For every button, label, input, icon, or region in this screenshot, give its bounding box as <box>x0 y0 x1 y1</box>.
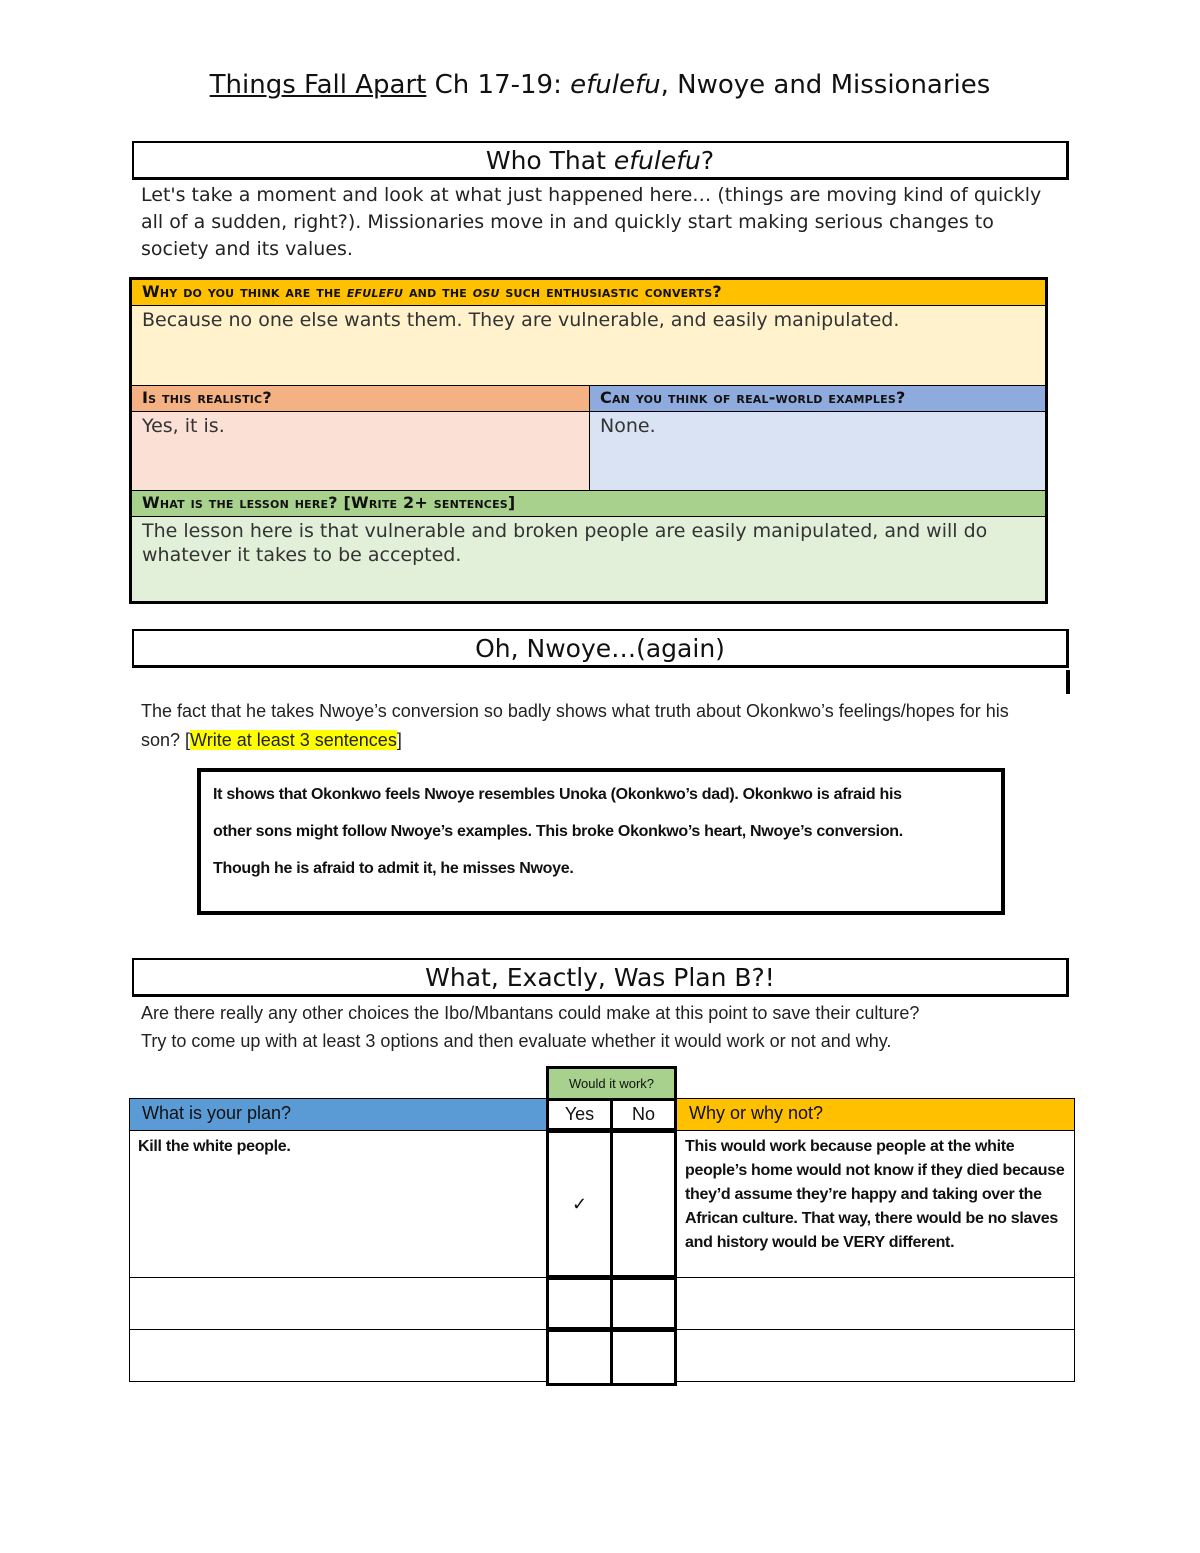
q3-label: Can you think of real-world examples? <box>600 388 906 407</box>
row-2-plan-text <box>130 1278 546 1286</box>
q4-answer: The lesson here is that vulnerable and broken people are easily manipulated, and will do whatever it takes to be accepted. <box>142 520 988 566</box>
q1-label-c: such enthusiastic converts? <box>499 282 722 301</box>
section3-intro <box>141 999 1101 1055</box>
table-row-3-no[interactable] <box>610 1329 677 1386</box>
col-why-label: Why or why not? <box>689 1103 824 1123</box>
table-row-2-why[interactable] <box>676 1277 1075 1330</box>
term-efulefu: efulefu <box>570 70 661 100</box>
q2-answer-field[interactable] <box>131 411 590 491</box>
q4-answer-field[interactable] <box>131 516 1046 602</box>
q2-header <box>131 385 590 412</box>
q1-label-term1: efulefu <box>346 282 404 301</box>
answer-line: Though he is afraid to admit it, he misses Nwoye. <box>213 860 574 877</box>
section2-prompt <box>141 697 1051 755</box>
row-3-plan-text <box>130 1330 546 1338</box>
prompt-text: The fact that he takes Nwoye’s conversion so badly shows what truth about Okonkwo’s feelings/hopes for his son? [ <box>141 701 1009 750</box>
question-grid <box>129 277 1048 604</box>
table-row-3-plan[interactable] <box>129 1329 547 1382</box>
table-row-1-no[interactable] <box>610 1130 677 1278</box>
book-title: Things Fall Apart <box>209 70 427 100</box>
text-cursor-mark <box>1066 670 1070 694</box>
heading-oh-nwoye-text: Oh, Nwoye…(again) <box>475 633 725 663</box>
col-plan-label: What is your plan? <box>142 1103 292 1123</box>
q4-header <box>131 490 1046 517</box>
section-heading-who-that-efulefu <box>132 141 1069 180</box>
table-row-3-yes[interactable] <box>546 1329 613 1386</box>
heading-prefix: Who That <box>485 145 606 175</box>
table-row-1-yes[interactable] <box>546 1130 613 1278</box>
intro-line-1: Are there really any other choices the Ibo/Mbantans could make at this point to save their culture? <box>141 1003 920 1023</box>
row-1-plan-text: Kill the white people. <box>138 1138 291 1155</box>
col-yes-label: Yes <box>564 1104 595 1124</box>
q3-answer: None. <box>600 415 656 437</box>
q3-header <box>589 385 1046 412</box>
prompt-highlight: Write at least 3 sentences <box>190 730 397 750</box>
would-it-work-header <box>546 1066 677 1101</box>
table-row-2-no[interactable] <box>610 1277 677 1330</box>
q3-answer-field[interactable] <box>589 411 1046 491</box>
heading-plan-b-text: What, Exactly, Was Plan B?! <box>425 962 775 992</box>
would-it-work-label: Would it work? <box>568 1076 654 1091</box>
q2-answer: Yes, it is. <box>142 415 225 437</box>
q1-label-b: and the <box>403 282 473 301</box>
col-no-header <box>610 1098 677 1131</box>
row-3-why-text <box>677 1330 1074 1338</box>
check-icon: ✓ <box>571 1194 588 1214</box>
q1-answer-field[interactable] <box>131 305 1046 386</box>
heading-suffix: ? <box>700 145 715 175</box>
section-heading-plan-b <box>132 958 1069 997</box>
section-heading-oh-nwoye <box>132 629 1069 668</box>
q1-header <box>131 279 1046 306</box>
heading-term: efulefu <box>613 145 701 175</box>
table-row-3-why[interactable] <box>676 1329 1075 1382</box>
col-plan-header <box>129 1098 547 1131</box>
chapters-label: Ch 17-19: <box>426 70 571 100</box>
page-title <box>0 70 1200 100</box>
table-row-1-why[interactable] <box>676 1130 1075 1278</box>
section1-intro: Let's take a moment and look at what just happened here… (things are moving kind of quickly all of a sudden, right?). Missionaries move in and quickly start making serious changes to society and its values. <box>141 184 1042 260</box>
table-row-1-plan[interactable] <box>129 1130 547 1278</box>
prompt-end: ] <box>396 730 402 750</box>
nwoye-answer-box[interactable] <box>197 768 1005 915</box>
q1-label-term2: osu <box>472 282 500 301</box>
table-row-2-yes[interactable] <box>546 1277 613 1330</box>
answer-line: It shows that Okonkwo feels Nwoye resembles Unoka (Okonkwo’s dad). Okonkwo is afraid his <box>213 786 902 803</box>
q1-answer: Because no one else wants them. They are vulnerable, and easily manipulated. <box>142 309 900 331</box>
col-no-label: No <box>631 1104 655 1124</box>
intro-line-2: Try to come up with at least 3 options and then evaluate whether it would work or not and why. <box>141 1031 892 1051</box>
table-row-2-plan[interactable] <box>129 1277 547 1330</box>
title-rest: , Nwoye and Missionaries <box>660 70 991 100</box>
answer-line: other sons might follow Nwoye’s examples. This broke Okonkwo’s heart, Nwoye’s conversion. <box>213 823 903 840</box>
col-why-header <box>676 1098 1075 1131</box>
col-yes-header <box>546 1098 613 1131</box>
q4-label: What is the lesson here? [Write 2+ sentences] <box>142 493 516 512</box>
row-1-why-text: This would work because people at the white people’s home would not know if they died because they’d assume they’re happy and taking over the African culture. That way, there would be no slaves and history would be VERY different. <box>685 1138 1065 1251</box>
q2-label: Is this realistic? <box>142 388 272 407</box>
q1-label-a: Why do you think are the <box>142 282 347 301</box>
row-2-why-text <box>677 1278 1074 1286</box>
